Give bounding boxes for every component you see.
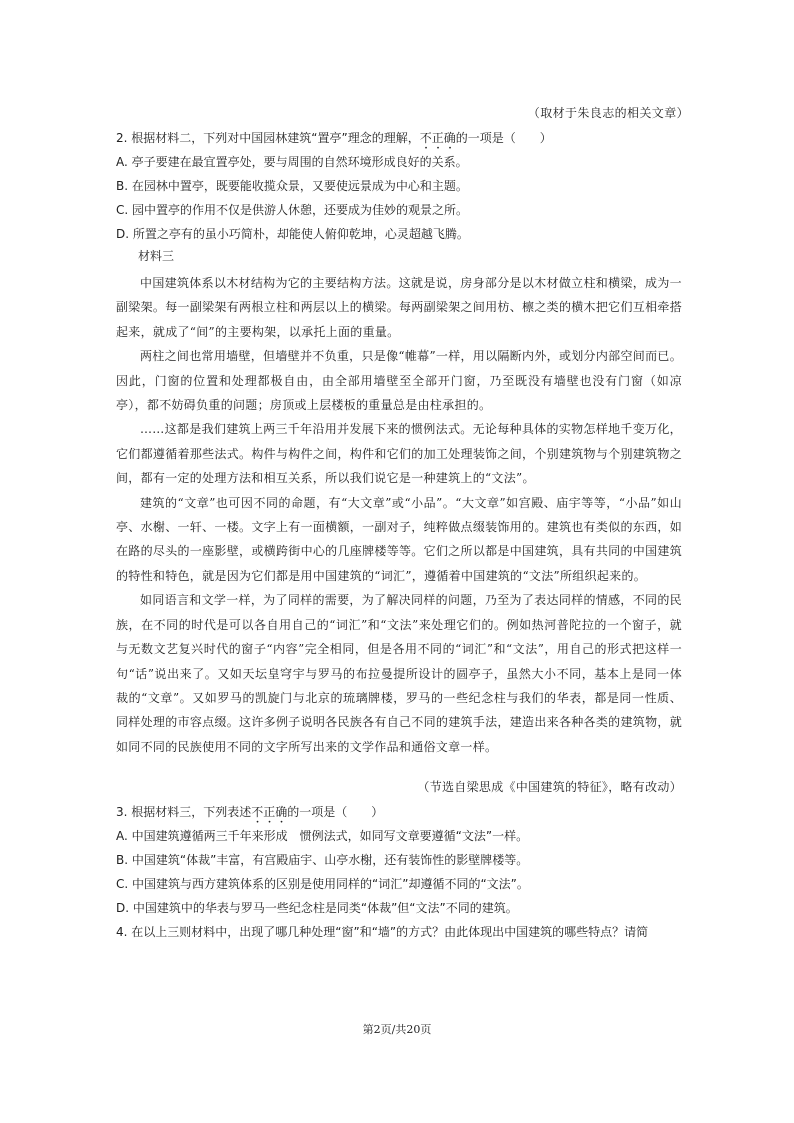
material-3-title: 材料三: [138, 249, 175, 263]
question-3-option-b: B. 中国建筑“体裁”丰富，有宫殿庙宇、山亭水榭，还有装饰性的影壁牌楼等。: [116, 853, 529, 867]
material-3-paragraph: 建筑的“文章”也可因不同的命题，有“大文章”或“小品”。“大文章”如宫殿、庙宇等等，“小品”如山亭、水榭、一轩、一楼。文字上有一面横额，一副对子，纯粹做点缀装饰用的。建筑也有类似的东西，如在路的尽头的一座影壁，或横跨街中心的几座牌楼等等。它们之所以都是中国建筑，具有共同的中国建筑的特性和特色，就是因为它们都是用中国建筑的“词汇”，遵循着中国建筑的“文法”所组织起来的。: [116, 495, 682, 583]
emphasis-text: 不正确: [251, 805, 288, 819]
question-2: [116, 126, 681, 246]
emphasis-text: 不正确: [419, 131, 456, 145]
page-footer: 第2页/共20页: [362, 1023, 432, 1036]
source-note-material2: （取材于朱良志的相关文章）: [527, 106, 689, 120]
question-3: [116, 800, 681, 944]
question-2-option-b: B. 在园林中置亭，既要能收揽众景，又要使远景成为中心和主题。: [116, 179, 468, 193]
question-3-option-d: D. 中国建筑中的华表与罗马一些纪念柱是同类“体裁”但“文法”不同的建筑。: [116, 901, 518, 915]
source-note-material3: （节选自梁思成《中国建筑的特征》，略有改动）: [417, 780, 682, 794]
material-3-body: [116, 271, 682, 759]
question-3-stem: 3. 根据材料三，下列表述不正确的一项是（ ）: [116, 805, 384, 819]
material-3-paragraph: 中国建筑体系以木材结构为它的主要结构方法。这就是说，房身部分是以木材做立柱和横梁，成为一副梁架。每一副梁架有两根立柱和两层以上的横梁。每两副梁架之间用枋、檩之类的横木把它们互相牵搭起来，就成了“间”的主要构架，以承托上面的重量。: [116, 276, 682, 339]
material-3-paragraph: 如同语言和文学一样，为了同样的需要，为了解决同样的问题，乃至为了表达同样的情感，不同的民族，在不同的时代是可以各自用自己的“词汇”和“文法”来处理它们的。例如热河普陀拉的一个窗子，就与无数文艺复兴时代的窗子“内容”完全相同，但是各用不同的“词汇”和“文法”，用自己的形式把这样一句“话”说出来了。又如天坛皇穹宇与罗马的布拉曼提所设计的圆亭子，虽然大小不同，基本上是同一体裁的“文章”。又如罗马的凯旋门与北京的琉璃牌楼，罗马的一些纪念柱与我们的华表，都是同一性质、同样处理的市容点缀。这许多例子说明各民族各有自己不同的建筑手法，建造出来各种各类的建筑物，就如同不同的民族使用不同的文字所写出来的文学作品和通俗文章一样。: [116, 593, 682, 754]
question-2-option-a: A. 亭子要建在最宜置亭处，要与周围的自然环境形成良好的关系。: [116, 155, 468, 169]
question-3-option-c: C. 中国建筑与西方建筑体系的区别是使用同样的“词汇”却遵循不同的“文法”。: [116, 877, 529, 891]
material-3-paragraph: 两柱之间也常用墙壁，但墙壁并不负重，只是像“帷幕”一样，用以隔断内外，或划分内部空间而已。因此，门窗的位置和处理都极自由，由全部用墙壁至全部开门窗，乃至既没有墙壁也没有门窗（如凉亭），都不妨碍负重的问题；房顶或上层楼板的重量总是由柱承担的。: [116, 349, 682, 413]
question-2-stem: 2. 根据材料二，下列对中国园林建筑“置亭”理念的理解，不正确的一项是（ ）: [116, 131, 552, 145]
question-3-option-a: A. 中国建筑遵循两三千年来形成 惯例法式，如同写文章要遵循“文法”一样。: [116, 829, 529, 843]
material-3-paragraph: ……这都是我们建筑上两三千年沿用并发展下来的惯例法式。无论每种具体的实物怎样地千变万化，它们都遵循着那些法式。构件与构件之间，构件和它们的加工处理装饰之间，个别建筑物与个别建筑物之间，都有一定的处理方法和相互关系，所以我们说它是一种建筑上的“文法”。: [116, 422, 682, 486]
question-2-option-d: D. 所置之亭有的虽小巧简朴，却能使人俯仰乾坤，心灵超越飞腾。: [116, 227, 469, 241]
question-2-option-c: C. 园中置亭的作用不仅是供游人休憩，还要成为佳妙的观景之所。: [116, 203, 469, 217]
question-4-stem: 4. 在以上三则材料中，出现了哪几种处理“窗”和“墙”的方式？由此体现出中国建筑的哪些特点？请简: [116, 925, 649, 939]
